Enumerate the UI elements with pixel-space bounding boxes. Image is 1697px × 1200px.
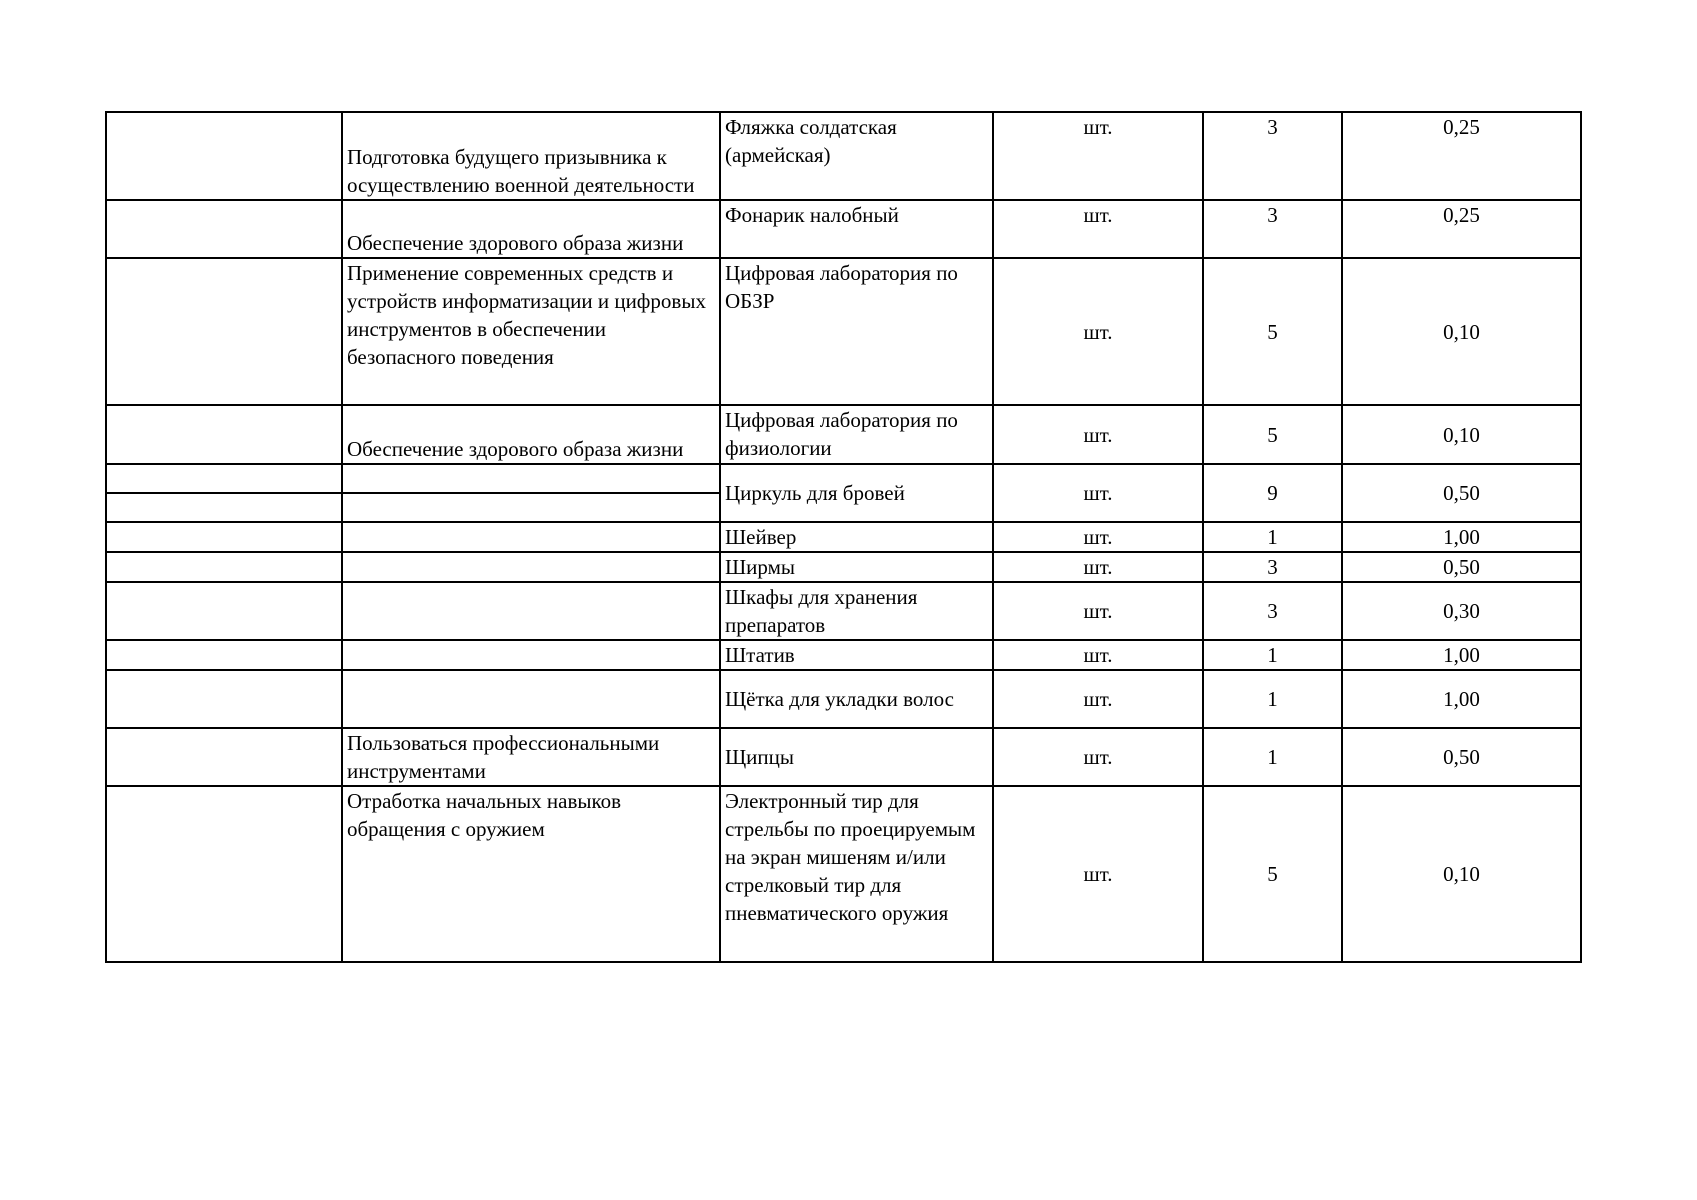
unit-cell: шт. <box>993 670 1203 728</box>
index-cell <box>106 464 342 493</box>
activity-cell: Применение современных средств и устройств информатизации и цифровых инструментов в обеспечении безопасного поведения <box>342 258 720 405</box>
activity-cell: Обеспечение здорового образа жизни <box>342 200 720 258</box>
index-cell <box>106 786 342 962</box>
coefficient-cell: 0,10 <box>1342 258 1581 405</box>
table-row <box>106 670 1581 728</box>
activity-cell <box>342 464 720 493</box>
coefficient-cell: 1,00 <box>1342 670 1581 728</box>
activity-cell <box>342 670 720 728</box>
quantity-cell: 1 <box>1203 640 1342 670</box>
index-cell <box>106 670 342 728</box>
activity-cell <box>342 552 720 582</box>
table-row <box>106 640 1581 670</box>
coefficient-cell: 0,25 <box>1342 200 1581 258</box>
item-name-cell: Фляжка солдатская (армейская) <box>720 112 993 200</box>
unit-cell: шт. <box>993 640 1203 670</box>
item-name-cell: Цифровая лаборатория по ОБЗР <box>720 258 993 405</box>
index-cell <box>106 582 342 640</box>
item-name-cell: Щётка для укладки волос <box>720 670 993 728</box>
item-name-cell: Щипцы <box>720 728 993 786</box>
item-name-cell: Ширмы <box>720 552 993 582</box>
table-row <box>106 728 1581 786</box>
index-cell <box>106 112 342 200</box>
activity-cell: Подготовка будущего призывника к осуществлению военной деятельности <box>342 112 720 200</box>
activity-cell <box>342 582 720 640</box>
coefficient-cell: 1,00 <box>1342 522 1581 552</box>
unit-cell: шт. <box>993 522 1203 552</box>
table-row <box>106 200 1581 258</box>
quantity-cell: 3 <box>1203 582 1342 640</box>
table-row <box>106 552 1581 582</box>
activity-cell <box>342 522 720 552</box>
index-cell <box>106 522 342 552</box>
activity-cell: Отработка начальных навыков обращения с оружием <box>342 786 720 962</box>
unit-cell: шт. <box>993 258 1203 405</box>
unit-cell: шт. <box>993 728 1203 786</box>
quantity-cell: 1 <box>1203 670 1342 728</box>
index-cell <box>106 728 342 786</box>
activity-cell <box>342 493 720 522</box>
table-row <box>106 405 1581 464</box>
unit-cell: шт. <box>993 552 1203 582</box>
table-row <box>106 522 1581 552</box>
index-cell <box>106 258 342 405</box>
quantity-cell: 1 <box>1203 728 1342 786</box>
coefficient-cell: 1,00 <box>1342 640 1581 670</box>
coefficient-cell: 0,25 <box>1342 112 1581 200</box>
coefficient-cell: 0,50 <box>1342 464 1581 522</box>
quantity-cell: 5 <box>1203 405 1342 464</box>
activity-cell: Обеспечение здорового образа жизни <box>342 405 720 464</box>
coefficient-cell: 0,30 <box>1342 582 1581 640</box>
unit-cell: шт. <box>993 405 1203 464</box>
quantity-cell: 9 <box>1203 464 1342 522</box>
index-cell <box>106 493 342 522</box>
item-name-cell: Циркуль для бровей <box>720 464 993 522</box>
coefficient-cell: 0,10 <box>1342 786 1581 962</box>
item-name-cell: Штатив <box>720 640 993 670</box>
index-cell <box>106 640 342 670</box>
coefficient-cell: 0,50 <box>1342 552 1581 582</box>
index-cell <box>106 405 342 464</box>
table-row <box>106 112 1581 200</box>
table-row <box>106 464 1581 493</box>
quantity-cell: 3 <box>1203 112 1342 200</box>
unit-cell: шт. <box>993 786 1203 962</box>
index-cell <box>106 200 342 258</box>
coefficient-cell: 0,50 <box>1342 728 1581 786</box>
item-name-cell: Цифровая лаборатория по физиологии <box>720 405 993 464</box>
quantity-cell: 3 <box>1203 200 1342 258</box>
item-name-cell: Шейвер <box>720 522 993 552</box>
index-cell <box>106 552 342 582</box>
activity-cell <box>342 640 720 670</box>
item-name-cell: Шкафы для хранения препаратов <box>720 582 993 640</box>
coefficient-cell: 0,10 <box>1342 405 1581 464</box>
item-name-cell: Электронный тир для стрельбы по проецируемым на экран мишеням и/или стрелковый тир для пневматического оружия <box>720 786 993 962</box>
equipment-table <box>105 111 1582 963</box>
item-name-cell: Фонарик налобный <box>720 200 993 258</box>
quantity-cell: 5 <box>1203 258 1342 405</box>
unit-cell: шт. <box>993 582 1203 640</box>
unit-cell: шт. <box>993 200 1203 258</box>
unit-cell: шт. <box>993 112 1203 200</box>
quantity-cell: 5 <box>1203 786 1342 962</box>
quantity-cell: 1 <box>1203 522 1342 552</box>
table-row <box>106 582 1581 640</box>
activity-cell: Пользоваться профессиональными инструментами <box>342 728 720 786</box>
unit-cell: шт. <box>993 464 1203 522</box>
quantity-cell: 3 <box>1203 552 1342 582</box>
table-row <box>106 258 1581 405</box>
table-row <box>106 786 1581 962</box>
